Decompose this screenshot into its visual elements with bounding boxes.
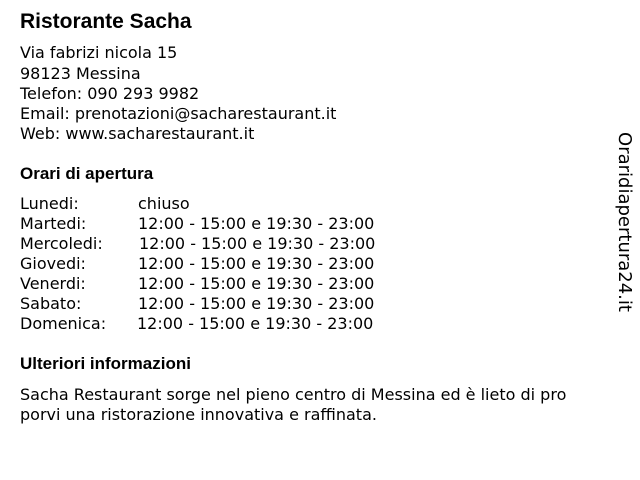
opening-hours-title: Orari di apertura xyxy=(20,164,154,183)
website-address: Web: www.sacharestaurant.it xyxy=(20,124,255,143)
hours-day-label: Lunedi: xyxy=(20,194,79,213)
email-address: Email: prenotazioni@sacharestaurant.it xyxy=(20,104,337,123)
hours-day-label: Sabato: xyxy=(20,294,82,313)
hours-time-value: 12:00 - 15:00 e 19:30 - 23:00 xyxy=(139,234,376,253)
hours-time-value: chiuso xyxy=(138,194,190,213)
hours-day-label: Martedi: xyxy=(20,214,87,233)
additional-info-line: porvi una ristorazione innovativa e raffinata. xyxy=(20,405,377,424)
hours-day-label: Venerdi: xyxy=(20,274,86,293)
additional-info-text xyxy=(20,385,620,425)
hours-time-value: 12:00 - 15:00 e 19:30 - 23:00 xyxy=(137,314,374,333)
hours-time-value: 12:00 - 15:00 e 19:30 - 23:00 xyxy=(138,254,375,273)
address-street: Via fabrizi nicola 15 xyxy=(20,43,178,62)
hours-day-label: Domenica: xyxy=(20,314,107,333)
hours-day-label: Giovedi: xyxy=(20,254,86,273)
hours-time-value: 12:00 - 15:00 e 19:30 - 23:00 xyxy=(138,274,375,293)
additional-info-title: Ulteriori informazioni xyxy=(20,354,191,373)
hours-day-label: Mercoledi: xyxy=(20,234,103,253)
hours-time-value: 12:00 - 15:00 e 19:30 - 23:00 xyxy=(138,294,375,313)
address-city: 98123 Messina xyxy=(20,64,141,83)
additional-info-line: Sacha Restaurant sorge nel pieno centro di Messina ed è lieto di pro xyxy=(20,385,567,404)
hours-time-value: 12:00 - 15:00 e 19:30 - 23:00 xyxy=(138,214,375,233)
phone-number: Telefon: 090 293 9982 xyxy=(20,84,200,103)
site-watermark: Oraridiapertura24.it xyxy=(614,132,635,312)
restaurant-name: Ristorante Sacha xyxy=(20,10,192,33)
